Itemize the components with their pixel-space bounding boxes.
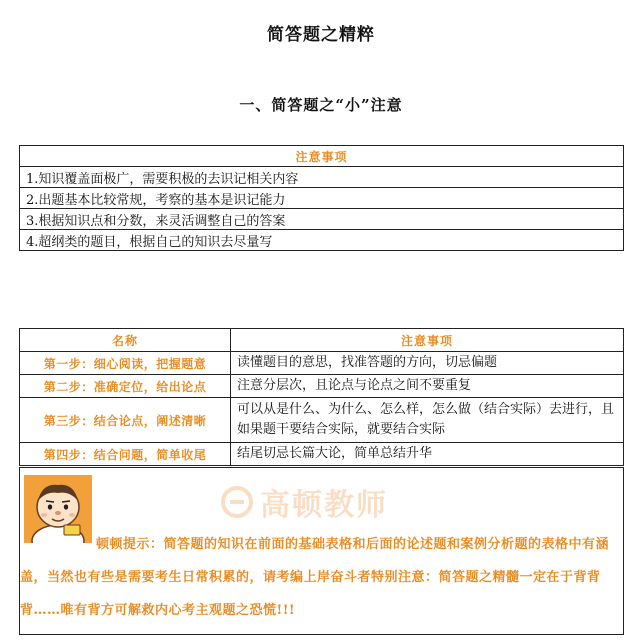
table-row [20, 375, 624, 398]
step-note: 结尾切忌长篇大论，简单总结升华 [231, 443, 624, 466]
step-name: 第二步：准确定位，给出论点 [20, 375, 231, 398]
notes-table-row: 4.超纲类的题目，根据自己的知识去尽量写 [20, 230, 624, 251]
tip-text: 顿顿提示：简答题的知识在前面的基础表格和后面的论述题和案例分析题的表格中有涵盖，当然也有些是需要考生日常积累的，请考编上岸奋斗者特别注意：简答题之精髓一定在于背背背……唯有背方可解救内心考主观题之恐慌!!! [20, 537, 610, 618]
steps-table [19, 328, 624, 466]
steps-table-notes-header: 注意事项 [231, 329, 624, 352]
step-note: 读懂题目的意思，找准答题的方向，切忌偏题 [231, 352, 624, 375]
notes-table-row: 1.知识覆盖面极广，需要积极的去识记相关内容 [20, 167, 624, 188]
step-name: 第四步：结合问题，简单收尾 [20, 443, 231, 466]
steps-table-name-header: 名称 [20, 329, 231, 352]
notes-table-row: 3.根据知识点和分数，来灵活调整自己的答案 [20, 209, 624, 230]
step-note: 注意分层次，且论点与论点之间不要重复 [231, 375, 624, 398]
table-row [20, 352, 624, 375]
page-title: 简答题之精粹 [267, 25, 375, 45]
logo-icon [220, 485, 254, 519]
watermark [220, 480, 388, 524]
step-name: 第三步：结合论点，阐述清晰 [20, 398, 231, 443]
tip-box [19, 467, 624, 635]
notes-table [19, 145, 624, 251]
table-row [20, 398, 624, 443]
table-row [20, 443, 624, 466]
watermark-text: 高顿教师 [260, 488, 388, 523]
step-note: 可以从是什么、为什么、怎么样，怎么做（结合实际）去进行，且如果题干要结合实际，就要结合实际 [231, 398, 624, 443]
section-title: 一、简答题之“小”注意 [239, 96, 403, 114]
step-name: 第一步：细心阅读，把握题意 [20, 352, 231, 375]
notes-table-row: 2.出题基本比较常规，考察的基本是识记能力 [20, 188, 624, 209]
notes-table-header: 注意事项 [20, 146, 624, 167]
